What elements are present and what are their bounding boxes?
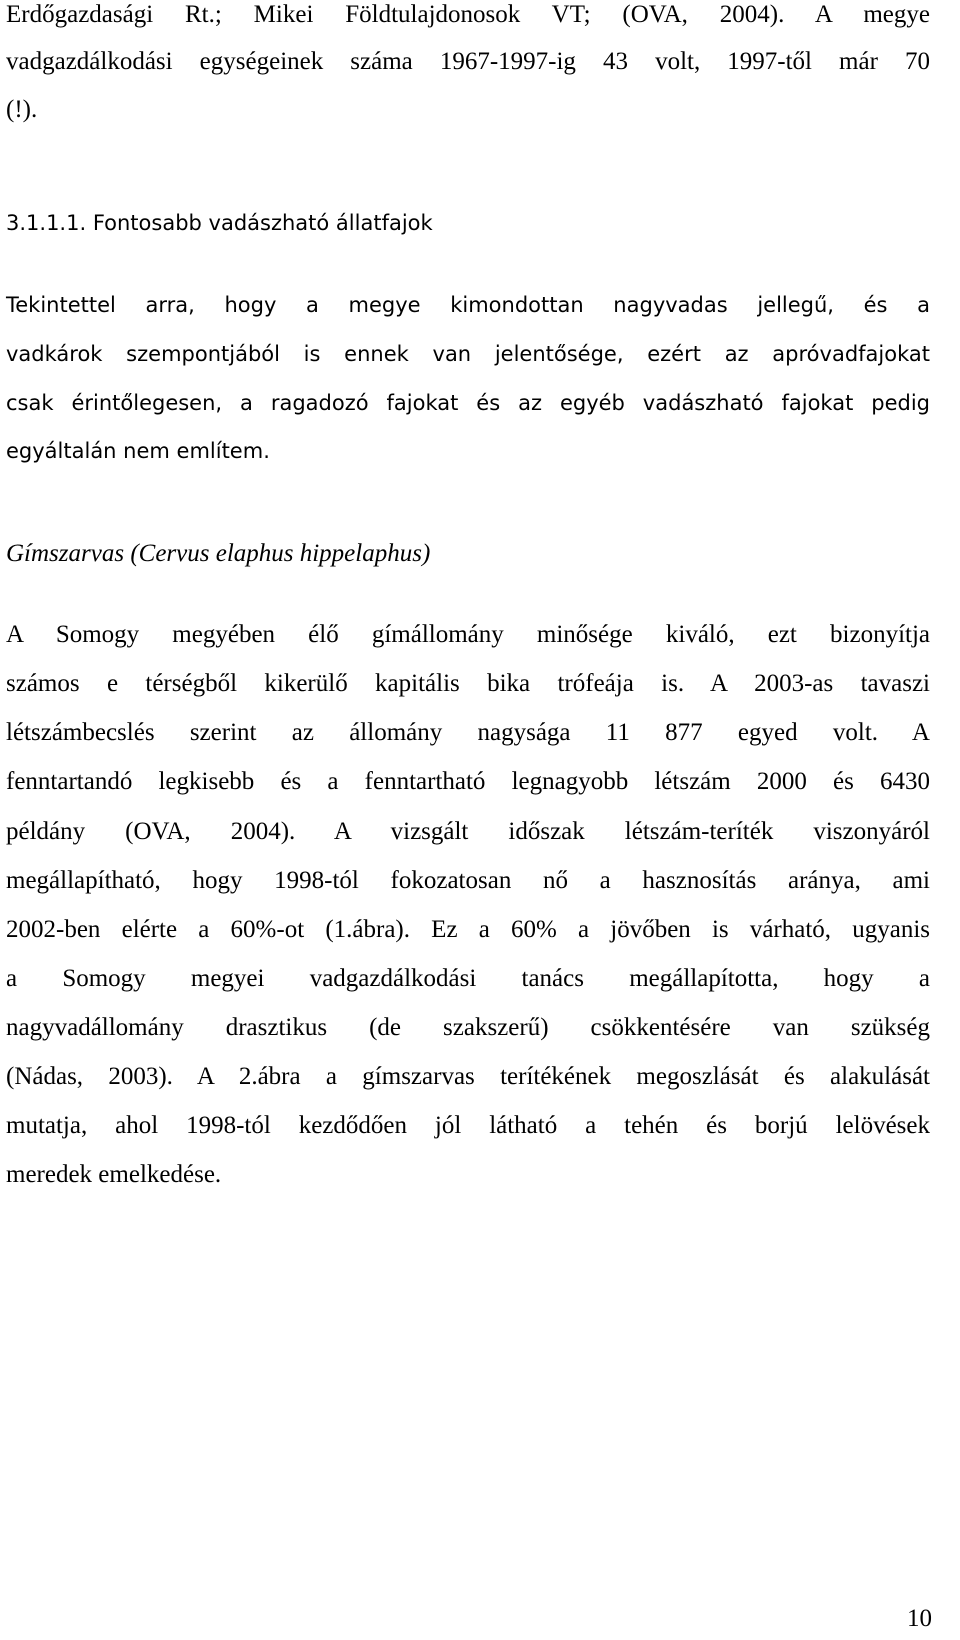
paragraph1-line-3: csak érintőlegesen, a ragadozó fajokat és az egyéb vadászható fajokat pedig [6, 391, 930, 415]
paragraph1-line-4: egyáltalán nem említem. [6, 439, 270, 463]
paragraph2-line-4: fenntartandó legkisebb és a fenntartható legnagyobb létszám 2000 és 6430 [6, 768, 930, 795]
page-number: 10 [907, 1605, 932, 1632]
paragraph1-line-1: Tekintettel arra, hogy a megye kimondottan nagyvadas jellegű, és a [6, 293, 930, 317]
paragraph2-line-5: példány (OVA, 2004). A vizsgált időszak létszám-teríték viszonyáról [6, 818, 930, 845]
paragraph2-line-8: a Somogy megyei vadgazdálkodási tanács megállapította, hogy a [6, 965, 930, 992]
paragraph2-line-9: nagyvadállomány drasztikus (de szakszerű) csökkentésére van szükség [6, 1014, 930, 1041]
paragraph2-line-12: meredek emelkedése. [6, 1161, 222, 1188]
paragraph2-line-3: létszámbecslés szerint az állomány nagysága 11 877 egyed volt. A [6, 719, 930, 746]
intro-line-2: vadgazdálkodási egységeinek száma 1967-1997-ig 43 volt, 1997-től már 70 [6, 48, 930, 75]
paragraph2-line-6: megállapítható, hogy 1998-tól fokozatosan nő a hasznosítás aránya, ami [6, 867, 930, 894]
intro-line-1: Erdőgazdasági Rt.; Mikei Földtulajdonosok VT; (OVA, 2004). A megye [6, 1, 930, 28]
paragraph2-line-2: számos e térségből kikerülő kapitális bika trófeája is. A 2003-as tavaszi [6, 670, 930, 697]
intro-line-3: (!). [6, 96, 38, 123]
section-heading: 3.1.1.1. Fontosabb vadászható állatfajok [6, 211, 433, 235]
paragraph1-line-2: vadkárok szempontjából is ennek van jelentősége, ezért az apróvadfajokat [6, 342, 930, 366]
species-subheading: Gímszarvas (Cervus elaphus hippelaphus) [6, 540, 431, 567]
paragraph2-line-7: 2002-ben elérte a 60%-ot (1.ábra). Ez a 60% a jövőben is várható, ugyanis [6, 916, 930, 943]
paragraph2-line-10: (Nádas, 2003). A 2.ábra a gímszarvas terítékének megoszlását és alakulását [6, 1063, 930, 1090]
paragraph2-line-1: A Somogy megyében élő gímállomány minősége kiváló, ezt bizonyítja [6, 621, 930, 648]
paragraph2-line-11: mutatja, ahol 1998-tól kezdődően jól látható a tehén és borjú lelövések [6, 1112, 930, 1139]
